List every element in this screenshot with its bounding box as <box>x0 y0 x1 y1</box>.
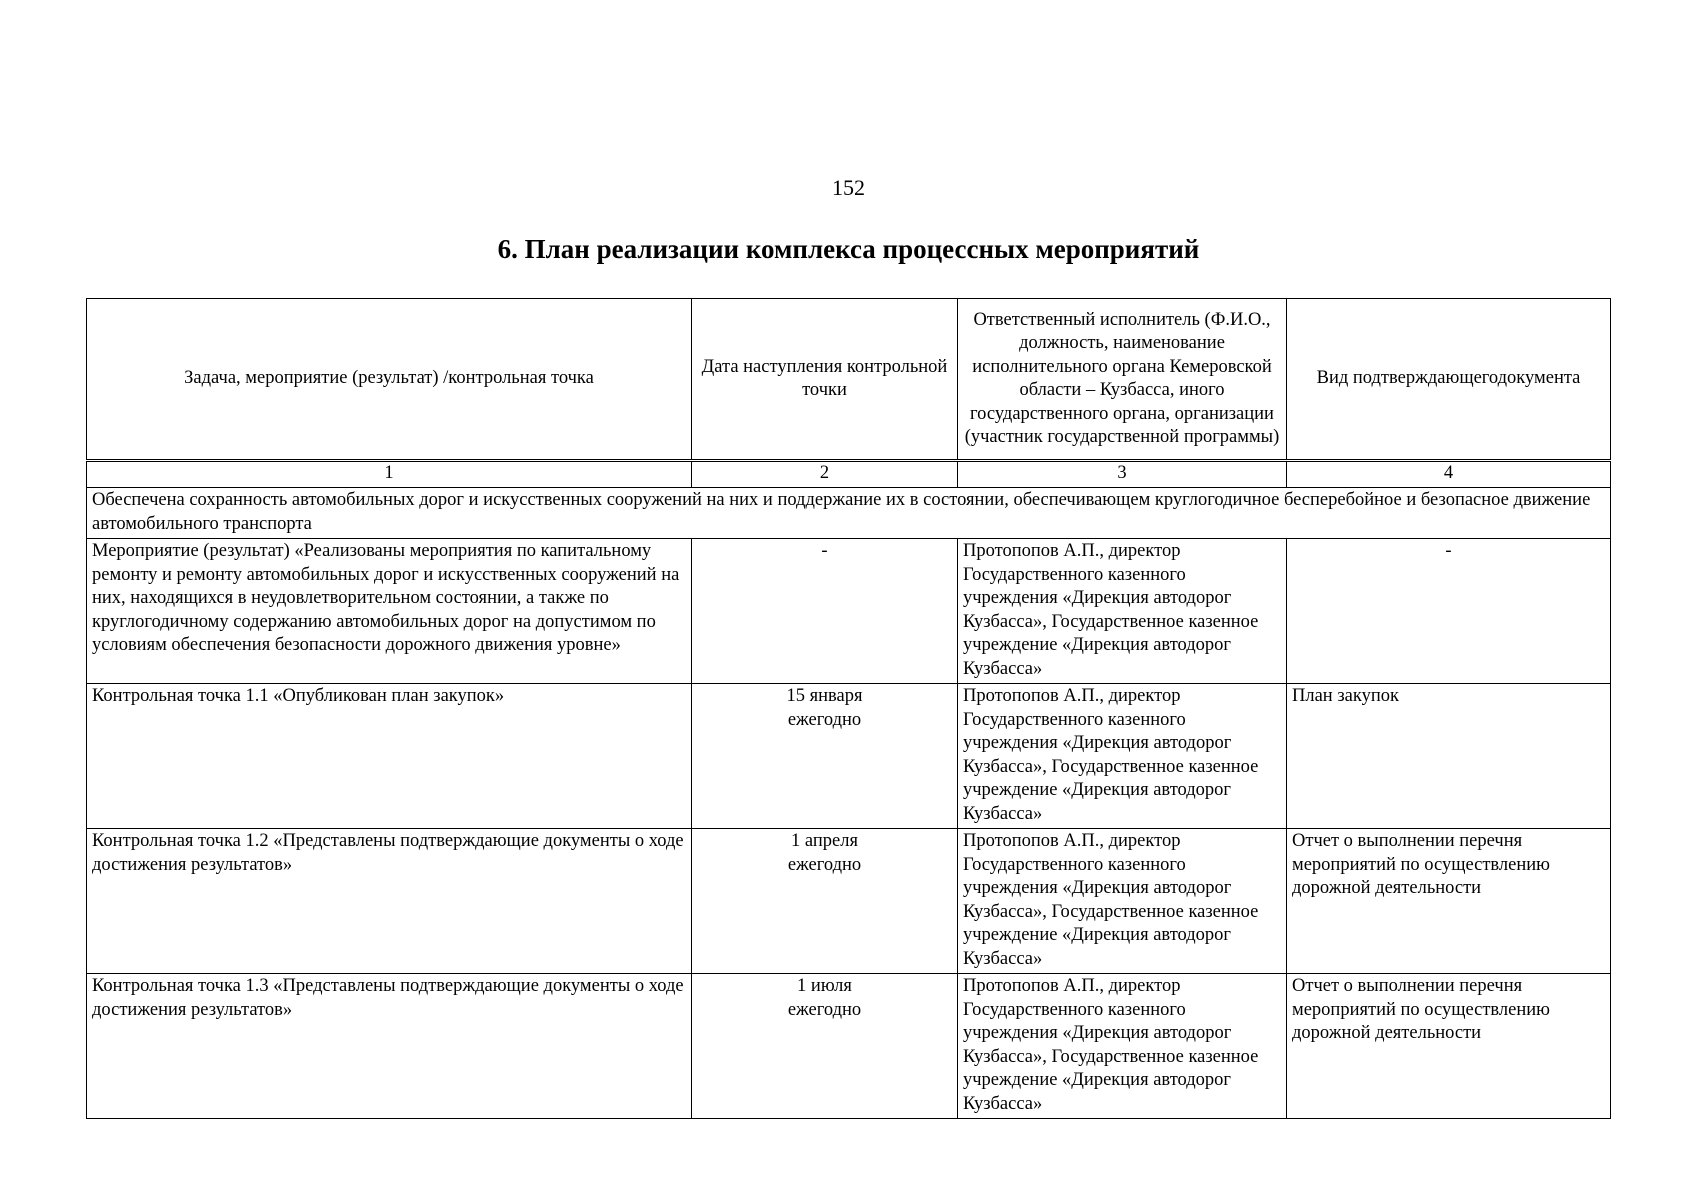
date-line: 15 января <box>786 686 863 706</box>
date-cell <box>692 974 958 1119</box>
responsible-cell: Протопопов А.П., директор Государственного казенного учреждения «Дирекция автодорог Кузбасса», Государственное казенное учреждение «Дирекция автодорог Кузбасса» <box>958 829 1287 974</box>
table-row <box>87 539 1611 684</box>
header-row <box>87 299 1611 461</box>
column-number-row <box>87 461 1611 488</box>
table-row <box>87 829 1611 974</box>
header-responsible: Ответственный исполнитель (Ф.И.О., должность, наименование исполнительного органа Кемеровской области – Кузбасса, иного государственного органа, организации (участник государственной программы) <box>958 299 1287 461</box>
task-cell: Контрольная точка 1.2 «Представлены подтверждающие документы о ходе достижения результатов» <box>87 829 692 974</box>
document-title: 6. План реализации комплекса процессных мероприятий <box>497 234 1200 264</box>
responsible-cell: Протопопов А.П., директор Государственного казенного учреждения «Дирекция автодорог Кузбасса», Государственное казенное учреждение «Дирекция автодорог Кузбасса» <box>958 539 1287 684</box>
header-date: Дата наступления контрольной точки <box>692 299 958 461</box>
document-cell: - <box>1287 539 1611 684</box>
header-task: Задача, мероприятие (результат) /контрольная точка <box>87 299 692 461</box>
responsible-cell: Протопопов А.П., директор Государственного казенного учреждения «Дирекция автодорог Кузбасса», Государственное казенное учреждение «Дирекция автодорог Кузбасса» <box>958 974 1287 1119</box>
task-cell: Мероприятие (результат) «Реализованы мероприятия по капитальному ремонту и ремонту автомобильных дорог и искусственных сооружений на них, находящихся в неудовлетворительном состоянии, а также по круглогодичному содержанию автомобильных дорог на допустимом по условиям обеспечения безопасности дорожного движения уровне» <box>87 539 692 684</box>
column-number: 2 <box>692 461 958 488</box>
implementation-plan-table <box>86 298 1611 1119</box>
table-row <box>87 684 1611 829</box>
column-number: 3 <box>958 461 1287 488</box>
date-line: 1 июля <box>797 976 852 996</box>
table-row <box>87 974 1611 1119</box>
section-row <box>87 488 1611 539</box>
date-cell <box>692 539 958 684</box>
document-cell: План закупок <box>1287 684 1611 829</box>
document-cell: Отчет о выполнении перечня мероприятий по осуществлению дорожной деятельности <box>1287 974 1611 1119</box>
page-number: 152 <box>832 175 865 200</box>
document-cell: Отчет о выполнении перечня мероприятий по осуществлению дорожной деятельности <box>1287 829 1611 974</box>
task-cell: Контрольная точка 1.1 «Опубликован план закупок» <box>87 684 692 829</box>
header-document: Вид подтверждающегодокумента <box>1287 299 1611 461</box>
column-number: 4 <box>1287 461 1611 488</box>
date-line: 1 апреля <box>791 831 858 851</box>
date-cell <box>692 829 958 974</box>
column-number: 1 <box>87 461 692 488</box>
section-heading: Обеспечена сохранность автомобильных дорог и искусственных сооружений на них и поддержание их в состоянии, обеспечивающем круглогодичное бесперебойное и безопасное движение автомобильного транспорта <box>87 488 1611 539</box>
date-cell <box>692 684 958 829</box>
responsible-cell: Протопопов А.П., директор Государственного казенного учреждения «Дирекция автодорог Кузбасса», Государственное казенное учреждение «Дирекция автодорог Кузбасса» <box>958 684 1287 829</box>
task-cell: Контрольная точка 1.3 «Представлены подтверждающие документы о ходе достижения результатов» <box>87 974 692 1119</box>
date-line: - <box>821 541 828 561</box>
date-period: ежегодно <box>787 709 862 730</box>
date-period: ежегодно <box>787 854 862 875</box>
date-period: ежегодно <box>787 999 862 1020</box>
